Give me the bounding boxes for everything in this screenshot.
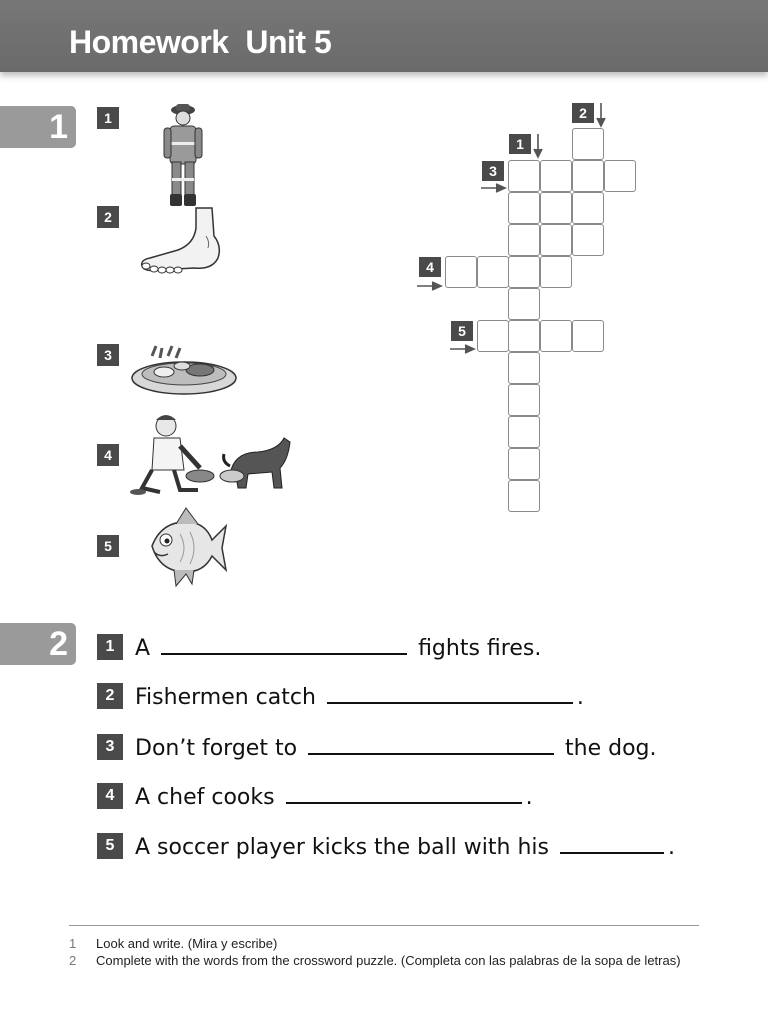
fish-dish-icon [130, 342, 238, 398]
crossword-cell[interactable] [508, 384, 540, 416]
answer-blank-3[interactable] [308, 731, 554, 755]
picture-4-number: 4 [97, 444, 119, 466]
section-2-tab [0, 623, 76, 665]
crossword-clue-4-label: 4 [419, 257, 441, 277]
sentence-4-number: 4 [97, 783, 123, 809]
sentence-3-before: Don’t forget to [135, 736, 298, 761]
section-2-number: 2 [49, 625, 68, 663]
picture-2-number: 2 [97, 206, 119, 228]
sentence-5-after: . [667, 835, 675, 860]
sentence-3-after: the dog. [565, 736, 657, 761]
sentence-2-number: 2 [97, 683, 123, 709]
footnote-2 [69, 953, 681, 968]
crossword-cell[interactable] [508, 256, 540, 288]
arrow-right-icon [480, 183, 508, 193]
sentence-5-before: A soccer player kicks the ball with his [135, 835, 549, 860]
crossword-cell[interactable] [508, 480, 540, 512]
crossword-cell[interactable] [572, 160, 604, 192]
boy-feeding-dog-icon [130, 412, 292, 496]
page-title: Homework Unit 5 [69, 24, 332, 60]
crossword-cell[interactable] [540, 160, 572, 192]
crossword-cell[interactable] [572, 128, 604, 160]
footnote-1-number: 1 [69, 936, 77, 951]
arrow-down-icon [596, 102, 606, 128]
arrow-right-icon [416, 281, 444, 291]
crossword-cell[interactable] [508, 160, 540, 192]
fish-icon [146, 504, 228, 588]
crossword-clue-1-label: 1 [509, 134, 531, 154]
crossword-cell[interactable] [572, 192, 604, 224]
answer-blank-2[interactable] [327, 680, 573, 704]
answer-blank-1[interactable] [161, 631, 407, 655]
sentence-4 [97, 780, 533, 810]
footnote-2-number: 2 [69, 953, 77, 968]
footnote-2-text: Complete with the words from the crossword puzzle. (Completa con las palabras de la sopa de letras) [96, 953, 681, 968]
sentence-3-number: 3 [97, 734, 123, 760]
sentence-4-before: A chef cooks [135, 785, 275, 810]
sentence-1-number: 1 [97, 634, 123, 660]
crossword-cell[interactable] [604, 160, 636, 192]
sentence-1-after: fights fires. [418, 636, 542, 661]
sentence-1 [97, 631, 541, 661]
arrow-right-icon [449, 344, 477, 354]
firefighter-icon [160, 100, 206, 210]
section-1-tab [0, 106, 76, 148]
crossword-cell[interactable] [508, 352, 540, 384]
crossword-cell[interactable] [540, 256, 572, 288]
crossword-cell[interactable] [508, 320, 540, 352]
crossword-cell[interactable] [508, 288, 540, 320]
picture-1-number: 1 [97, 107, 119, 129]
crossword-cell[interactable] [508, 448, 540, 480]
crossword-cell[interactable] [508, 224, 540, 256]
crossword-cell[interactable] [477, 320, 509, 352]
crossword-cell[interactable] [508, 416, 540, 448]
sentence-2 [97, 680, 584, 710]
footnote-1 [69, 936, 277, 951]
answer-blank-4[interactable] [286, 780, 522, 804]
crossword-cell[interactable] [540, 320, 572, 352]
footnote-1-text: Look and write. (Mira y escribe) [96, 936, 278, 951]
sentence-2-after: . [576, 685, 584, 710]
sentence-4-after: . [525, 785, 533, 810]
picture-5-number: 5 [97, 535, 119, 557]
sentence-1-before: A [135, 636, 151, 661]
crossword-cell[interactable] [572, 320, 604, 352]
answer-blank-5[interactable] [560, 830, 664, 854]
footer-divider [69, 925, 699, 926]
crossword-cell[interactable] [572, 224, 604, 256]
foot-icon [138, 206, 226, 278]
sentence-5-number: 5 [97, 833, 123, 859]
crossword-clue-5-label: 5 [451, 321, 473, 341]
page-header [0, 0, 768, 72]
section-1-number: 1 [49, 108, 68, 146]
crossword-cell[interactable] [540, 192, 572, 224]
picture-3-number: 3 [97, 344, 119, 366]
crossword-cell[interactable] [445, 256, 477, 288]
sentence-5 [97, 830, 675, 860]
sentence-3 [97, 731, 657, 761]
crossword-clue-2-label: 2 [572, 103, 594, 123]
crossword-cell[interactable] [477, 256, 509, 288]
crossword-clue-3-label: 3 [482, 161, 504, 181]
crossword-cell[interactable] [540, 224, 572, 256]
crossword-cell[interactable] [508, 192, 540, 224]
arrow-down-icon [533, 133, 543, 159]
sentence-2-before: Fishermen catch [135, 685, 316, 710]
